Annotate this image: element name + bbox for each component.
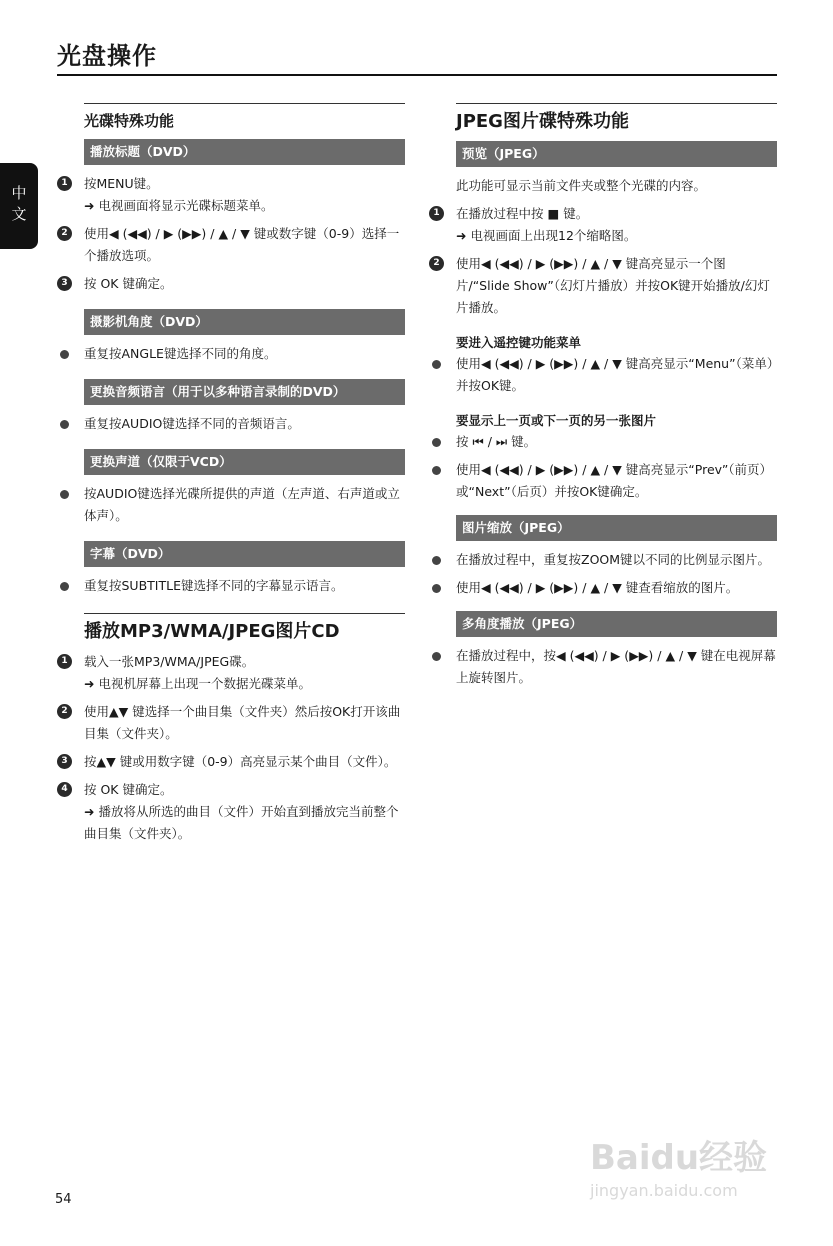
arrow-right-icon: ➜ [84,676,95,691]
step-2 [61,223,405,267]
bar-zoom: 图片缩放（JPEG） [456,515,777,541]
step-number-icon: 2 [57,226,72,241]
bullet-icon [432,652,441,661]
arrow-right-icon: ➜ [456,228,467,243]
arrow-right-icon: ➜ [84,198,95,213]
bar-camera-angle: 摄影机角度（DVD） [84,309,405,335]
watermark-url: jingyan.baidu.com [590,1181,738,1200]
step-text: 按MENU键。 [84,176,159,191]
arrow-right-icon: ➜ [84,804,95,819]
step-result: ➜ 电视画面将显示光碟标题菜单。 [84,198,274,213]
watermark-brand: Baidu经验 [590,1138,768,1178]
bullet-item: 使用◀ (◀◀) / ▶ (▶▶) / ▲ / ▼ 键查看缩放的图片。 [456,577,777,599]
bullet-item: 使用◀ (◀◀) / ▶ (▶▶) / ▲ / ▼ 键高亮显示“Prev”（前页）或“Next”（后页）并按OK键确定。 [456,459,777,503]
bullet-item: 按 ⏮ / ⏭ 键。 [456,431,777,453]
bullet-icon [432,556,441,565]
bullet-item: 使用◀ (◀◀) / ▶ (▶▶) / ▲ / ▼ 键高亮显示“Menu”（菜单）并按OK键。 [456,353,777,397]
step-result: ➜ 电视机屏幕上出现一个数据光碟菜单。 [84,676,311,691]
bullet-item: 在播放过程中，重复按ZOOM键以不同的比例显示图片。 [456,549,777,571]
bullet-item: 重复按SUBTITLE键选择不同的字幕显示语言。 [84,575,405,597]
section-title-jpeg: JPEG图片碟特殊功能 [456,103,777,133]
section-title-mp3-cd: 播放MP3/WMA/JPEG图片CD [84,613,405,643]
step-number-icon: 3 [57,754,72,769]
step-number-icon: 1 [57,176,72,191]
step-4: 4 按 OK 键确定。 ➜ 播放将从所选的曲目（文件）开始直到播放完当前整个曲目集（文件夹）。 [84,779,405,845]
step-number-icon: 1 [429,206,444,221]
bar-audio-channel: 更换声道（仅限于VCD） [84,449,405,475]
step-number-icon: 4 [57,782,72,797]
bullet-item: 按AUDIO键选择光碟所提供的声道（左声道、右声道或立体声）。 [84,483,405,527]
bullet-icon [432,466,441,475]
baidu-watermark [590,1130,790,1220]
step-text: 使用◀ (◀◀) / ▶ (▶▶) / ▲ / ▼ 键或数字键（0-9）选择一个播放选项。 [84,226,400,263]
step-1: 1 载入一张MP3/WMA/JPEG碟。 ➜ 电视机屏幕上出现一个数据光碟菜单。 [84,651,405,695]
step-text: 按 OK 键确定。 [84,276,173,291]
step-1: 1 在播放过程中按 ■ 键。 ➜ 电视画面上出现12个缩略图。 [456,203,777,247]
step-3: 3 按▲▼ 键或用数字键（0-9）高亮显示某个曲目（文件）。 [84,751,405,773]
page-number: 54 [55,1192,72,1207]
bullet-item: 重复按AUDIO键选择不同的音频语言。 [84,413,405,435]
step-result: ➜ 播放将从所选的曲目（文件）开始直到播放完当前整个曲目集（文件夹）。 [84,804,399,841]
bar-subtitle: 字幕（DVD） [84,541,405,567]
section-title-disc-features: 光碟特殊功能 [84,103,405,131]
bullet-icon [432,360,441,369]
page-title: 光盘操作 [57,42,157,70]
step-number-icon: 3 [57,276,72,291]
bar-multi-angle: 多角度播放（JPEG） [456,611,777,637]
subhead-prev-next: 要显示上一页或下一页的另一张图片 [456,413,657,428]
step-3 [61,273,405,295]
bullet-icon [432,438,441,447]
language-tab: 中文 [0,163,38,249]
step-2: 2 使用▲▼ 键选择一个曲目集（文件夹）然后按OK打开该曲目集（文件夹）。 [84,701,405,745]
bullet-item: 重复按ANGLE键选择不同的角度。 [84,343,405,365]
step-1 [61,173,405,217]
bullet-item: 在播放过程中，按◀ (◀◀) / ▶ (▶▶) / ▲ / ▼ 键在电视屏幕上旋转图片。 [456,645,777,689]
title-rule [57,74,777,76]
bullet-icon [60,490,69,499]
subhead-remote-menu: 要进入遥控键功能菜单 [456,335,582,350]
step-2: 2 使用◀ (◀◀) / ▶ (▶▶) / ▲ / ▼ 键高亮显示一个图片/“Slide Show”（幻灯片播放）并按OK键开始播放/幻灯片播放。 [456,253,777,319]
bullet-icon [60,420,69,429]
step-number-icon: 2 [57,704,72,719]
bar-play-title: 播放标题（DVD） [84,139,405,165]
step-result: ➜ 电视画面上出现12个缩略图。 [456,228,637,243]
bar-audio-language: 更换音频语言（用于以多种语言录制的DVD） [84,379,405,405]
bullet-icon [60,350,69,359]
left-column [61,103,405,851]
step-number-icon: 2 [429,256,444,271]
bar-preview: 预览（JPEG） [456,141,777,167]
step-number-icon: 1 [57,654,72,669]
bullet-icon [60,582,69,591]
bullet-icon [432,584,441,593]
intro-text: 此功能可显示当前文件夹或整个光碟的内容。 [456,178,707,193]
right-column [433,103,777,695]
